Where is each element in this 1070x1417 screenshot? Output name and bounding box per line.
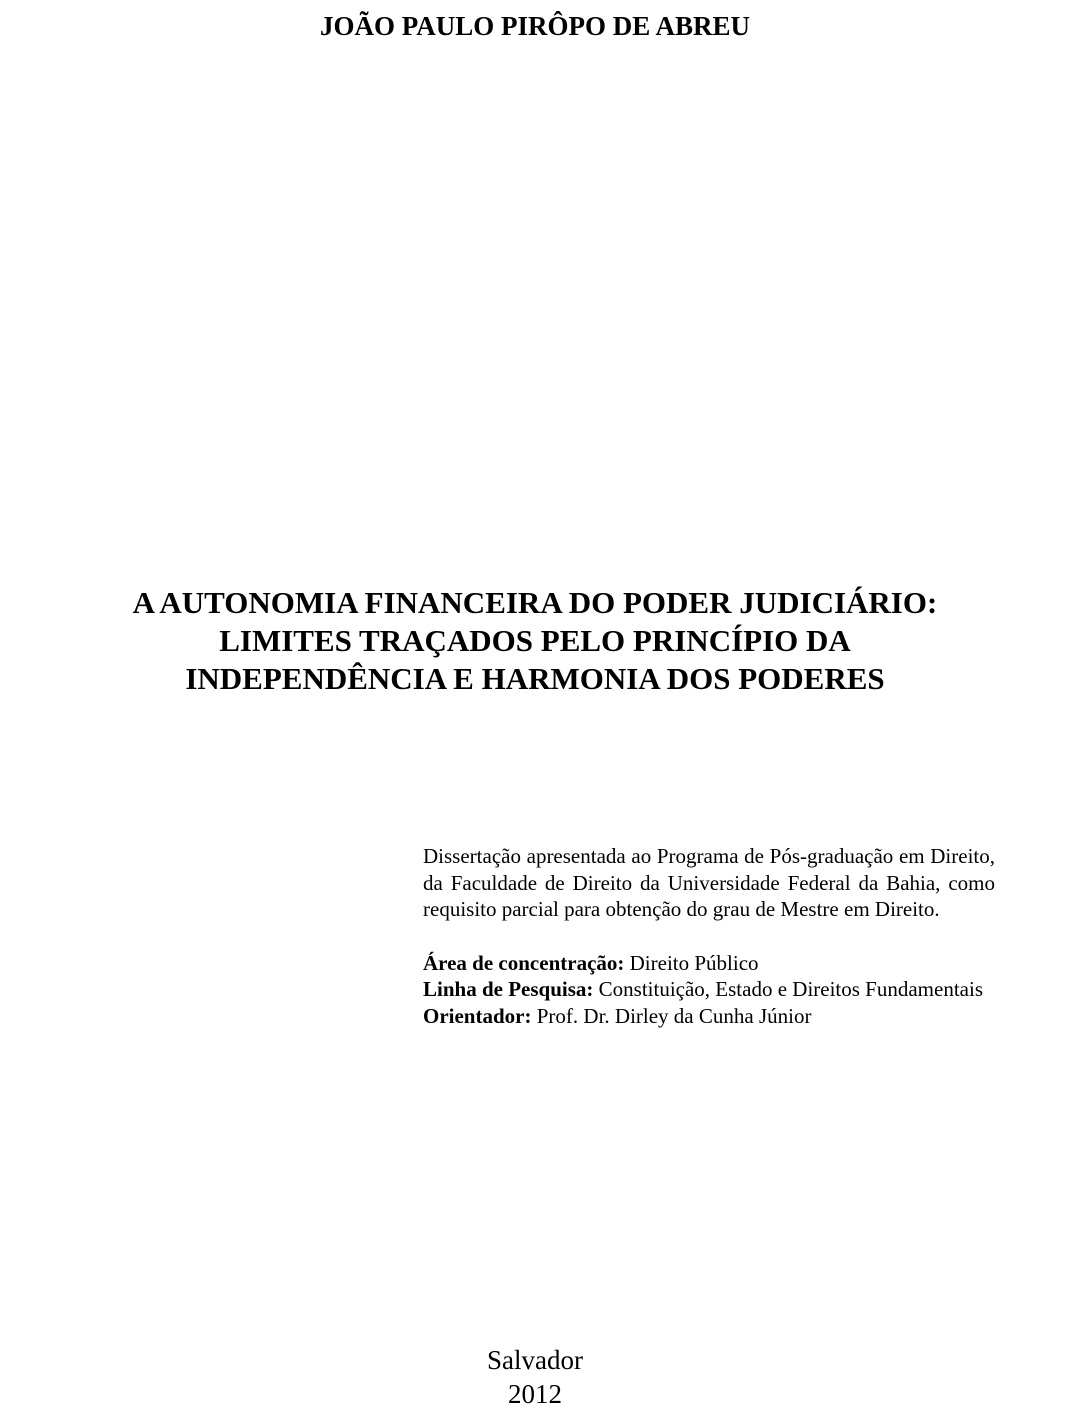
- concentration-area-label: Área de concentração:: [423, 950, 625, 975]
- footer: [0, 1343, 1070, 1411]
- title-line: INDEPENDÊNCIA E HARMONIA DOS PODERES: [185, 661, 885, 696]
- advisor-label: Orientador:: [423, 1003, 532, 1028]
- author-name: JOÃO PAULO PIRÔPO DE ABREU: [319, 11, 751, 41]
- year: 2012: [508, 1379, 562, 1409]
- concentration-area-value: Direito Público: [624, 950, 759, 975]
- advisor-value: Prof. Dr. Dirley da Cunha Júnior: [531, 1003, 812, 1028]
- dissertation-description: Dissertação apresentada ao Programa de Pós-graduação em Direito, da Faculdade de Direito da Universidade Federal da Bahia, como requisito parcial para obtenção do grau de Mestre em Direito.: [423, 844, 995, 921]
- title-line: LIMITES TRAÇADOS PELO PRINCÍPIO DA: [219, 623, 851, 658]
- dissertation-title: [60, 584, 1010, 698]
- title-line: A AUTONOMIA FINANCEIRA DO PODER JUDICIÁRIO:: [132, 585, 938, 620]
- concentration-area: [423, 950, 995, 977]
- research-line-label: Linha de Pesquisa:: [423, 977, 594, 1001]
- city: Salvador: [487, 1345, 583, 1375]
- research-line-value: Constituição, Estado e Direitos Fundamentais: [593, 977, 983, 1001]
- advisor: [423, 1003, 995, 1030]
- research-line: [423, 976, 995, 1003]
- dissertation-details: [423, 843, 995, 1029]
